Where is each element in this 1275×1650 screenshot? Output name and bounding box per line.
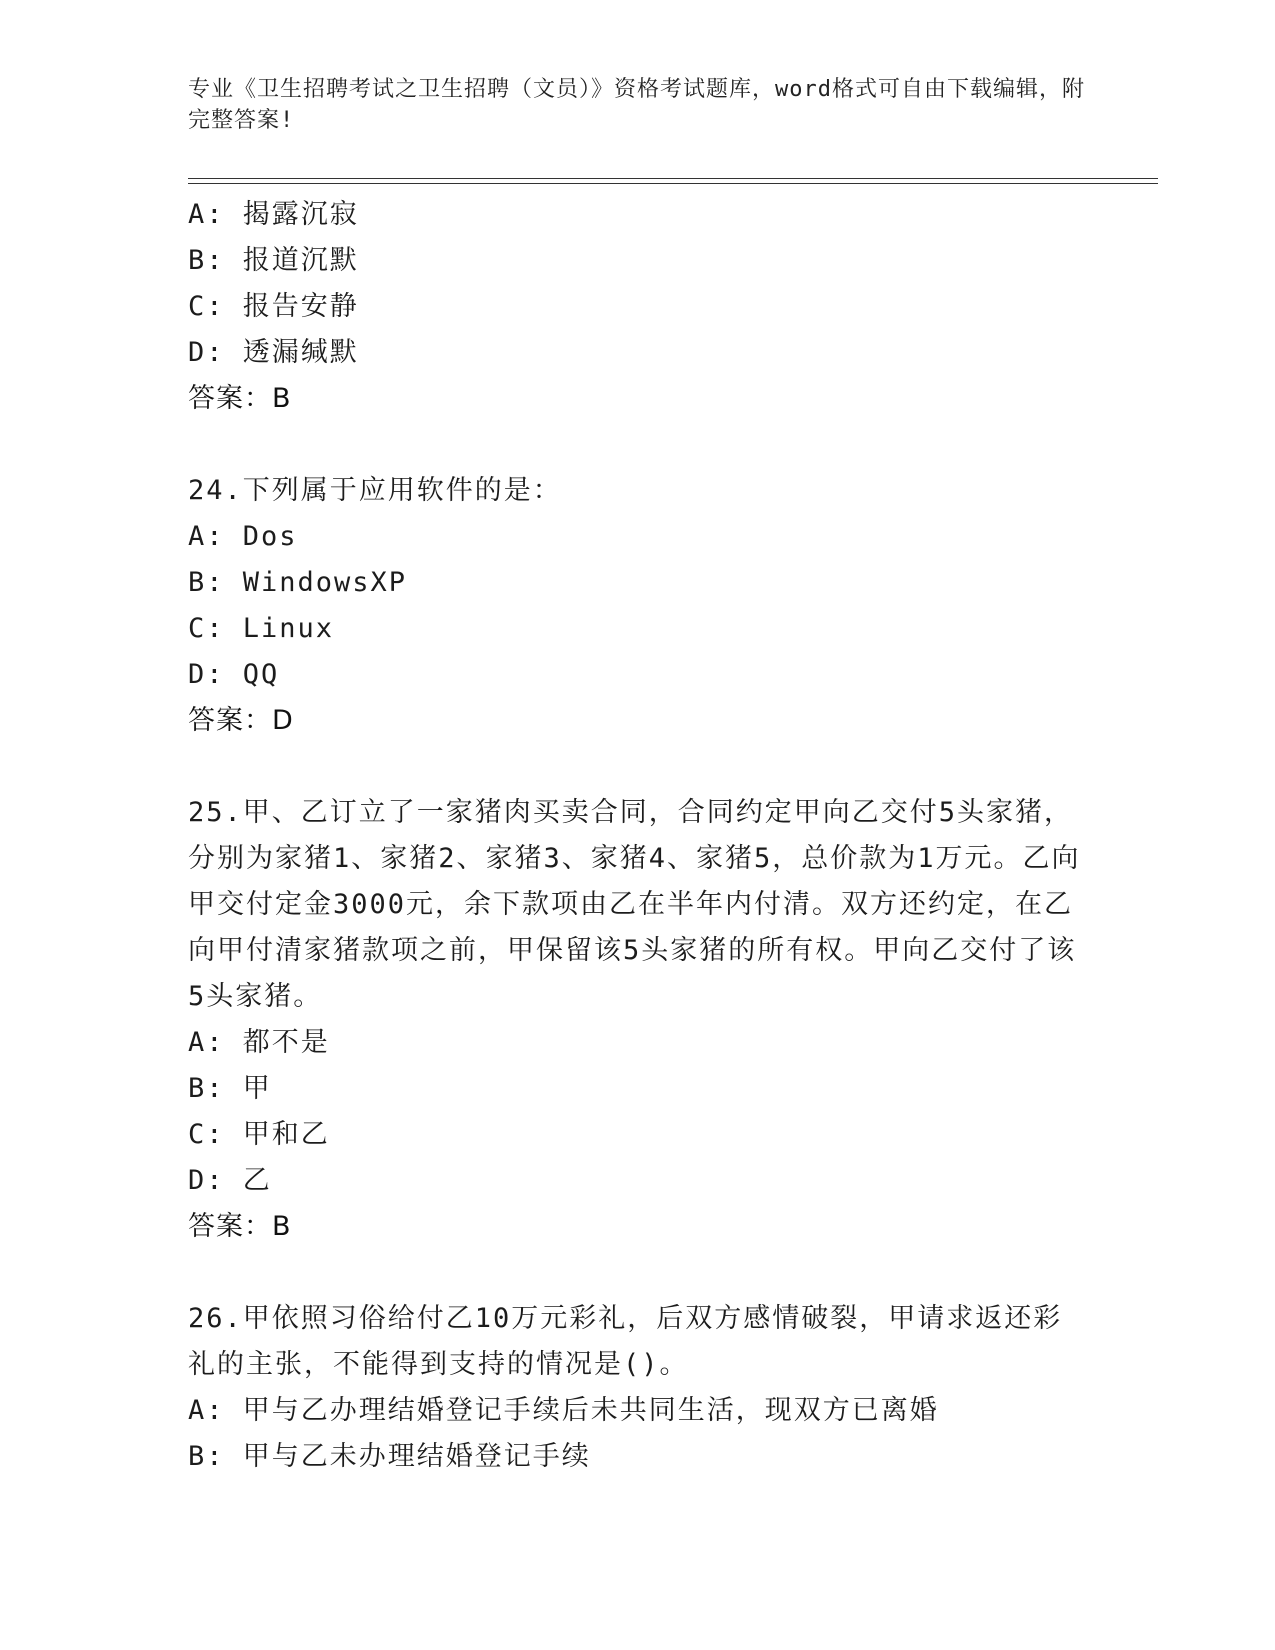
option-a: A: 揭露沉寂 xyxy=(188,199,359,230)
question-25 xyxy=(188,790,1088,1250)
question-stem: 24.下列属于应用软件的是： xyxy=(188,475,562,506)
option-d: D: 乙 xyxy=(188,1165,272,1196)
option-a: A: 甲与乙办理结婚登记手续后未共同生活，现双方已离婚 xyxy=(188,1395,939,1426)
option-a: A: Dos xyxy=(188,521,298,552)
option-d: D: QQ xyxy=(188,659,280,690)
option-b: B: WindowsXP xyxy=(188,567,408,598)
header-rule-top xyxy=(188,178,1158,179)
answer-label: 答案：D xyxy=(188,705,294,736)
option-d: D: 透漏缄默 xyxy=(188,337,359,368)
answer-label: 答案：B xyxy=(188,383,292,414)
document-header: 专业《卫生招聘考试之卫生招聘（文员）》资格考试题库，word格式可自由下载编辑，附完整答案! xyxy=(188,77,1085,133)
spacer xyxy=(188,1250,1088,1296)
spacer xyxy=(188,422,1088,468)
question-23 xyxy=(188,192,1088,422)
answer-label: 答案：B xyxy=(188,1211,292,1242)
option-c: C: 甲和乙 xyxy=(188,1119,330,1150)
option-b: B: 甲 xyxy=(188,1073,272,1104)
header-rule-bottom xyxy=(188,183,1158,184)
question-26 xyxy=(188,1296,1088,1480)
option-b: B: 报道沉默 xyxy=(188,245,359,276)
option-b: B: 甲与乙未办理结婚登记手续 xyxy=(188,1441,591,1472)
option-a: A: 都不是 xyxy=(188,1027,330,1058)
question-24 xyxy=(188,468,1088,744)
option-c: C: 报告安静 xyxy=(188,291,359,322)
question-list xyxy=(188,192,1088,1480)
question-stem: 25.甲、乙订立了一家猪肉买卖合同，合同约定甲向乙交付5头家猪，分别为家猪1、家猪2、家猪3、家猪4、家猪5，总价款为1万元。乙向甲交付定金3000元，余下款项由乙在半年内付清。双方还约定，在乙向甲付清家猪款项之前，甲保留该5头家猪的所有权。甲向乙交付了该5头家猪。 xyxy=(188,797,1081,1012)
spacer xyxy=(188,744,1088,790)
option-c: C: Linux xyxy=(188,613,335,644)
question-stem: 26.甲依照习俗给付乙10万元彩礼，后双方感情破裂，甲请求返还彩礼的主张，不能得到支持的情况是()。 xyxy=(188,1303,1063,1380)
